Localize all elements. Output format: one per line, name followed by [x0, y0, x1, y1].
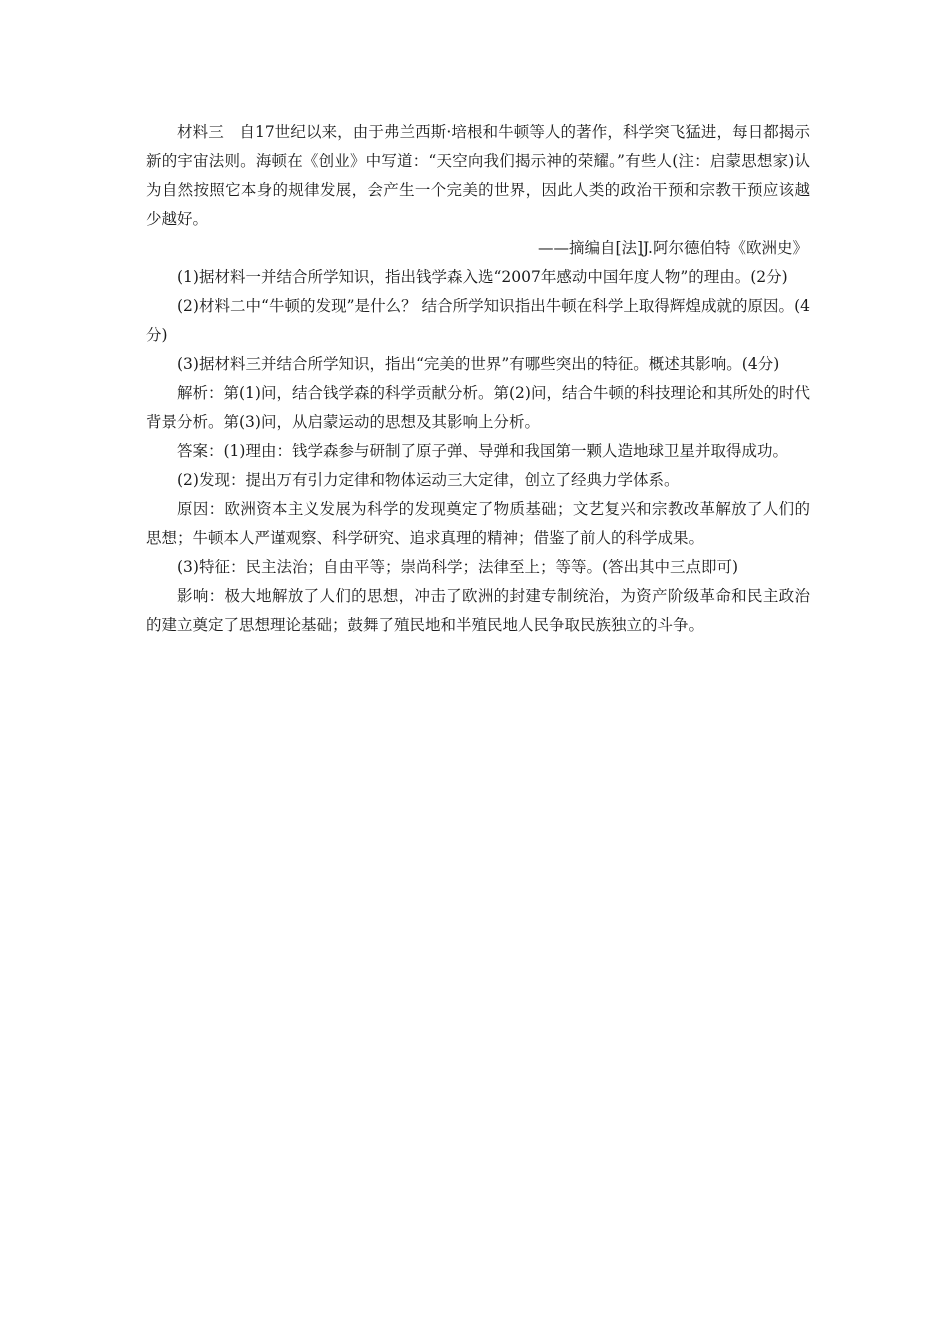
material-three-paragraph: 材料三 自17世纪以来，由于弗兰西斯·培根和牛顿等人的著作，科学突飞猛进，每日都揭示新的宇宙法则。海顿在《创业》中写道：“天空向我们揭示神的荣耀。”有些人(注：启蒙思想家)认为自然按照它本身的规律发展，会产生一个完美的世界，因此人类的政治干预和宗教干预应该越少越好。: [146, 123, 810, 228]
answer-3-features: (3)特征：民主法治；自由平等；崇尚科学；法律至上；等等。(答出其中三点即可): [177, 558, 739, 576]
material-three-source: ——摘编自[法]J.阿尔德伯特《欧洲史》: [537, 239, 808, 257]
answer-3-influence: 影响：极大地解放了人们的思想，冲击了欧洲的封建专制统治，为资产阶级革命和民主政治的建立奠定了思想理论基础；鼓舞了殖民地和半殖民地人民争取民族独立的斗争。: [146, 587, 810, 634]
answer-2-reason: 原因：欧洲资本主义发展为科学的发现奠定了物质基础；文艺复兴和宗教改革解放了人们的思想；牛顿本人严谨观察、科学研究、追求真理的精神；借鉴了前人的科学成果。: [146, 500, 810, 547]
question-2: (2)材料二中“牛顿的发现”是什么？ 结合所学知识指出牛顿在科学上取得辉煌成就的原因。(4分): [146, 297, 810, 344]
question-3: [146, 350, 810, 379]
answer-1: 答案：(1)理由：钱学森参与研制了原子弹、导弹和我国第一颗人造地球卫星并取得成功。: [177, 442, 788, 460]
document-page: [146, 118, 810, 640]
answer-2-discovery: (2)发现：提出万有引力定律和物体运动三大定律，创立了经典力学体系。: [177, 471, 680, 489]
question-1: (1)据材料一并结合所学知识，指出钱学森入选“2007年感动中国年度人物”的理由。(2分): [177, 268, 788, 286]
question-3-text: (3)据材料三并结合所学知识，指出“完美的世界”有哪些突出的特征。概述其影响。(4分): [177, 355, 780, 373]
analysis-paragraph: 解析：第(1)问，结合钱学森的科学贡献分析。第(2)问，结合牛顿的科技理论和其所处的时代背景分析。第(3)问，从启蒙运动的思想及其影响上分析。: [146, 384, 810, 431]
